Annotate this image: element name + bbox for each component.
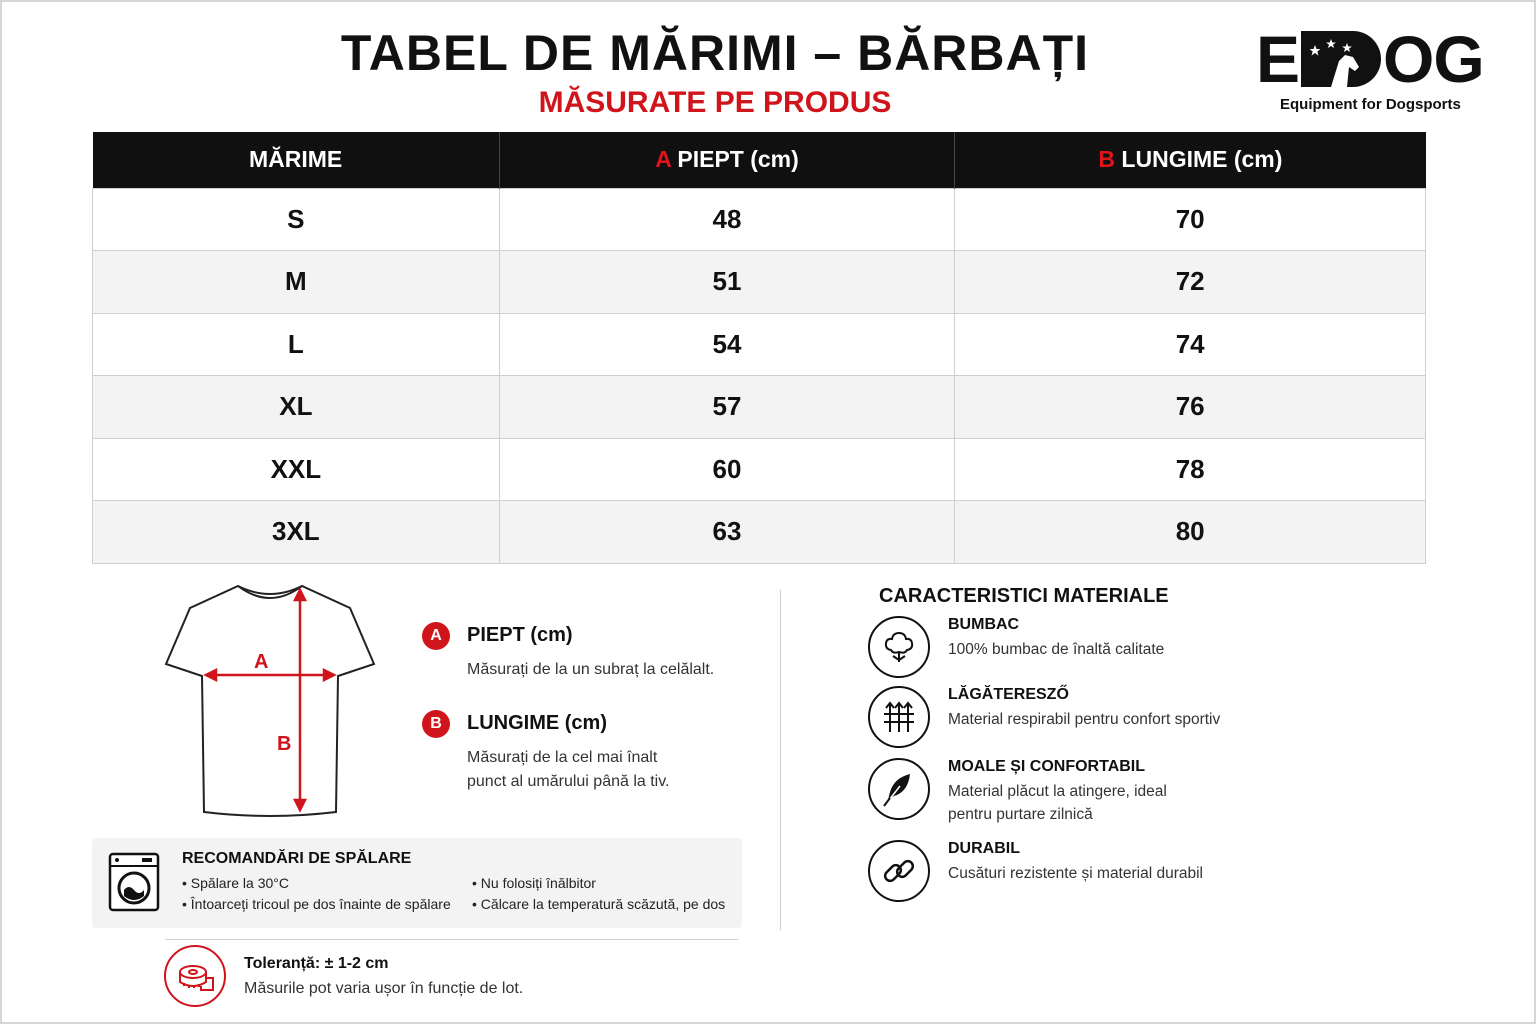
size-cell: XL — [93, 376, 500, 439]
tolerance-description: Măsurile pot varia ușor în funcție de lot. — [244, 980, 524, 997]
chest-cell: 63 — [499, 501, 955, 564]
page-title: TABEL DE MĂRIMI – BĂRBAȚI — [340, 25, 1090, 81]
logo-tagline: Equipment for Dogsports — [1280, 96, 1461, 113]
chest-cell: 54 — [499, 313, 955, 376]
length-cell: 72 — [955, 251, 1426, 314]
feature-item — [868, 840, 1288, 906]
size-cell: S — [93, 188, 500, 251]
size-cell: XXL — [93, 438, 500, 501]
section-divider — [780, 590, 781, 930]
washing-bullet: • Nu folosiți înălbitor — [472, 875, 596, 891]
length-cell: 80 — [955, 501, 1426, 564]
feature-title: DURABIL — [948, 840, 1020, 857]
feature-title: MOALE ȘI CONFORTABIL — [948, 758, 1146, 775]
table-row — [93, 251, 1426, 314]
washing-bullet: • Spălare la 30°C — [182, 875, 290, 891]
feature-item — [868, 758, 1288, 838]
size-cell: M — [93, 251, 500, 314]
brand-logo — [1256, 22, 1496, 118]
feature-description: Material respirabil pentru confort sportiv — [948, 711, 1221, 728]
washing-machine-icon — [108, 852, 160, 912]
size-cell: 3XL — [93, 501, 500, 564]
length-cell: 76 — [955, 376, 1426, 439]
diagram-label-a: A — [254, 651, 269, 673]
table-header-row — [93, 132, 1426, 188]
tshirt-diagram — [160, 580, 380, 820]
logo-letter-left: E — [1256, 22, 1300, 96]
breathable-icon — [868, 686, 930, 748]
logo-letter-right: OG — [1383, 22, 1484, 96]
washing-bullet: • Călcare la temperatură scăzută, pe dos — [472, 896, 726, 912]
length-cell: 74 — [955, 313, 1426, 376]
washing-panel — [92, 838, 742, 928]
chain-link-icon — [868, 840, 930, 902]
feature-title: LĂGĂTERESZŐ — [948, 686, 1069, 703]
measuring-tape-icon — [164, 945, 226, 1007]
chest-cell: 48 — [499, 188, 955, 251]
chest-cell: 60 — [499, 438, 955, 501]
badge-a: A — [422, 622, 450, 650]
tshirt-outline — [166, 586, 374, 816]
measure-chest — [422, 622, 742, 692]
measure-title: LUNGIME (cm) — [467, 712, 607, 734]
washing-bullet: • Întoarceți tricoul pe dos înainte de spălare — [182, 896, 451, 912]
feature-description: Material plăcut la atingere, ideal pentru purtare zilnică — [948, 783, 1167, 823]
column-header-length: B LUNGIME (cm) — [955, 132, 1426, 188]
feather-icon — [868, 758, 930, 820]
cotton-icon — [868, 616, 930, 678]
chest-cell: 57 — [499, 376, 955, 439]
size-table — [92, 132, 1426, 564]
page-subtitle: MĂSURATE PE PRODUS — [538, 86, 892, 119]
length-cell: 78 — [955, 438, 1426, 501]
diagram-label-b: B — [277, 733, 292, 755]
horizontal-divider — [165, 939, 738, 940]
measure-description: Măsurați de la cel mai înalt punct al umărului până la tiv. — [467, 749, 670, 790]
column-header-chest: A PIEPT (cm) — [499, 132, 955, 188]
measure-title: PIEPT (cm) — [467, 624, 573, 646]
measure-length — [422, 710, 742, 800]
feature-description: 100% bumbac de înaltă calitate — [948, 641, 1165, 658]
washing-title: RECOMANDĂRI DE SPĂLARE — [182, 850, 412, 867]
column-header-size: MĂRIME — [93, 132, 500, 188]
length-cell: 70 — [955, 188, 1426, 251]
badge-b: B — [422, 710, 450, 738]
size-cell: L — [93, 313, 500, 376]
table-row — [93, 376, 1426, 439]
materials-heading: CARACTERISTICI MATERIALE — [879, 585, 1169, 607]
feature-item — [868, 686, 1288, 752]
measure-description: Măsurați de la un subraț la celălalt. — [467, 661, 715, 678]
tolerance-title: Toleranță: ± 1-2 cm — [244, 955, 389, 972]
table-row — [93, 438, 1426, 501]
table-row — [93, 501, 1426, 564]
header-letter-a: A — [655, 146, 671, 173]
feature-description: Cusături rezistente și material durabil — [948, 865, 1203, 882]
logo-wordmark — [1256, 22, 1496, 96]
feature-title: BUMBAC — [948, 616, 1020, 633]
chest-cell: 51 — [499, 251, 955, 314]
feature-item — [868, 616, 1288, 682]
header-letter-b: B — [1098, 146, 1116, 173]
logo-dog-emblem — [1301, 31, 1381, 87]
table-row — [93, 313, 1426, 376]
table-row — [93, 188, 1426, 251]
